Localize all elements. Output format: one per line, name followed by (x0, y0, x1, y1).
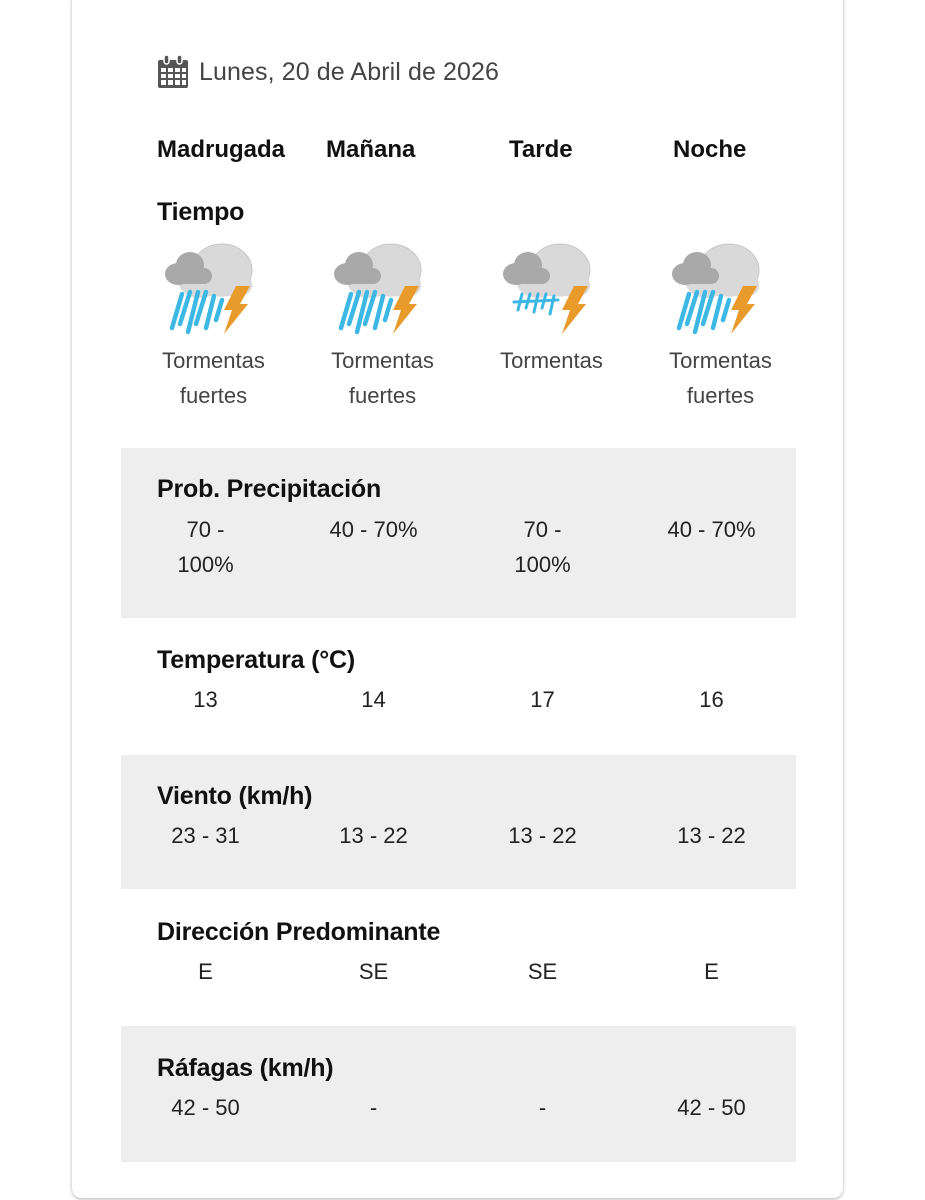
thunderstorm-rain-icon (498, 240, 598, 336)
date-header (157, 54, 499, 90)
temp-manana: 14 (361, 687, 386, 712)
temp-tarde: 17 (530, 687, 555, 712)
section-title-direccion: Dirección Predominante (157, 918, 441, 946)
thunderstorm-heavy-rain-icon (667, 240, 767, 336)
calendar-icon (157, 55, 189, 89)
wind-noche: 13 - 22 (677, 823, 746, 848)
wind-manana: 13 - 22 (339, 823, 408, 848)
section-title-tiempo: Tiempo (157, 198, 245, 226)
weather-desc-tarde: Tormentas (500, 348, 603, 373)
period-madrugada: Madrugada (157, 136, 286, 163)
wind-tarde: 13 - 22 (508, 823, 577, 848)
direction-madrugada: E (198, 959, 213, 984)
section-title-rafagas: Ráfagas (km/h) (157, 1054, 334, 1082)
direction-tarde: SE (527, 959, 558, 984)
date-label: Lunes, 20 de Abril de 2026 (199, 57, 500, 86)
precip-tarde: 70 - 100% (514, 517, 571, 577)
temp-noche: 16 (699, 687, 724, 712)
direction-noche: E (704, 959, 719, 984)
gusts-noche: 42 - 50 (677, 1095, 746, 1120)
section-title-temperatura: Temperatura (°C) (157, 646, 356, 674)
gusts-manana: - (369, 1095, 378, 1120)
precip-madrugada: 70 - 100% (177, 517, 234, 577)
period-noche: Noche (673, 136, 747, 163)
weather-desc-noche: Tormentas fuertes (669, 348, 772, 408)
period-tarde: Tarde (509, 136, 573, 163)
precip-manana: 40 - 70% (329, 517, 418, 542)
gusts-madrugada: 42 - 50 (171, 1095, 240, 1120)
wind-madrugada: 23 - 31 (171, 823, 240, 848)
gusts-tarde: - (538, 1095, 547, 1120)
temp-madrugada: 13 (193, 687, 218, 712)
thunderstorm-heavy-rain-icon (329, 240, 429, 336)
precip-noche: 40 - 70% (667, 517, 756, 542)
direction-manana: SE (358, 959, 389, 984)
period-manana: Mañana (326, 136, 416, 163)
thunderstorm-heavy-rain-icon (160, 240, 260, 336)
section-title-precipitacion: Prob. Precipitación (157, 475, 382, 503)
weather-desc-madrugada: Tormentas fuertes (162, 348, 265, 408)
section-title-viento: Viento (km/h) (157, 782, 313, 810)
weather-desc-manana: Tormentas fuertes (331, 348, 434, 408)
